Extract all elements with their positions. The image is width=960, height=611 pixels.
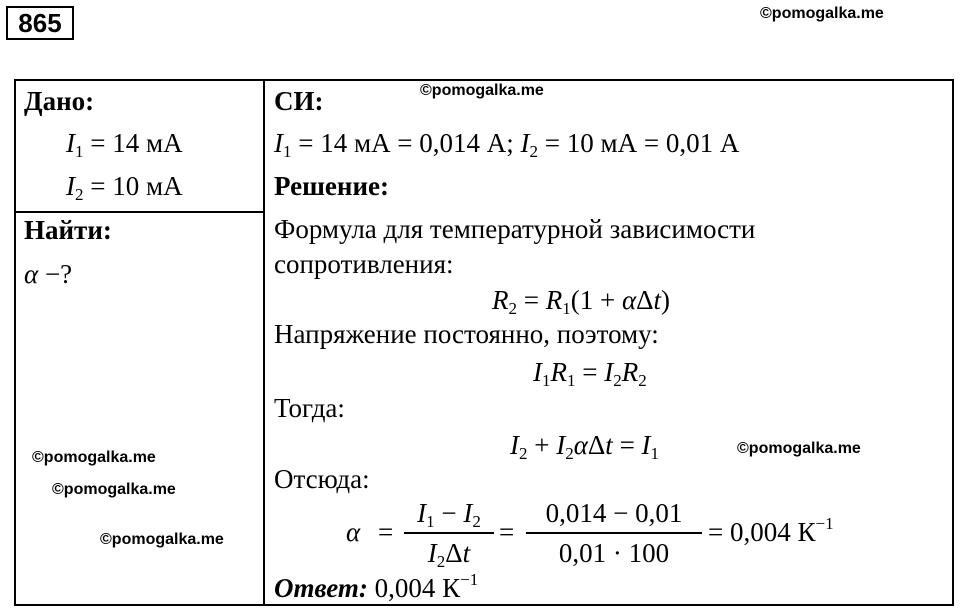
- solution-header: Решение:: [274, 171, 389, 201]
- intro-line-1: Формула для температурной зависимости: [274, 214, 756, 244]
- then-text: Тогда:: [274, 393, 345, 423]
- fraction-symbolic-denominator: $I_2\Delta t$: [427, 538, 471, 571]
- answer-label: Ответ:: [274, 573, 368, 603]
- answer-value: 0,004 К: [367, 573, 461, 603]
- given-i1: $I_1 = 14$ мА: [66, 128, 183, 161]
- watermark-left-3: ©pomogalka.me: [100, 531, 224, 548]
- fraction-symbolic: [404, 497, 494, 569]
- fraction-symbolic-bar: [404, 532, 494, 534]
- si-conversion: $I_1 = 14$ мА = 0,014 А; $I_2 = 10$ мА = 0,01 А: [274, 128, 740, 161]
- formula-resistance: $R_2 = R_1(1 + \alpha\Delta t)$: [492, 285, 671, 318]
- formula-current: $I_2 + I_2\alpha\Delta t = I_1$: [510, 430, 660, 463]
- final-result: = 0,004 $К^{-1}$: [708, 514, 834, 547]
- fraction-numeric-numerator: 0,014 − 0,01: [545, 498, 683, 528]
- fraction-symbolic-numerator: $I_1 - I_2$: [417, 498, 481, 531]
- hence-text: Отсюда:: [274, 464, 370, 494]
- formula-ohm: $I_1R_1 = I_2R_2$: [533, 357, 647, 390]
- watermark-left-2: ©pomogalka.me: [52, 481, 176, 498]
- si-header: СИ:: [274, 86, 324, 116]
- given-divider: [15, 211, 264, 213]
- final-eq-2: =: [499, 517, 515, 547]
- watermark-formula: ©pomogalka.me: [737, 440, 861, 457]
- final-alpha: α: [346, 517, 361, 547]
- column-divider: [263, 79, 265, 606]
- given-header: Дано:: [24, 86, 95, 116]
- intro-line-2: сопротивления:: [274, 249, 454, 279]
- find-header: Найти:: [24, 215, 112, 245]
- answer: Ответ: 0,004 $К^{-1}$: [274, 570, 479, 603]
- final-eq-1: =: [378, 517, 394, 547]
- watermark-top-right: ©pomogalka.me: [760, 5, 884, 22]
- watermark-si: ©pomogalka.me: [420, 82, 544, 99]
- problem-number: 865: [6, 6, 74, 40]
- fraction-numeric: [526, 497, 702, 569]
- watermark-left-1: ©pomogalka.me: [32, 449, 156, 466]
- fraction-numeric-bar: [526, 532, 702, 534]
- find-alpha: α −?: [24, 259, 73, 289]
- voltage-text: Напряжение постоянно, поэтому:: [274, 319, 659, 349]
- given-i2: $I_2 = 10$ мА: [66, 171, 183, 204]
- fraction-numeric-denominator: 0,01 · 100: [558, 538, 670, 568]
